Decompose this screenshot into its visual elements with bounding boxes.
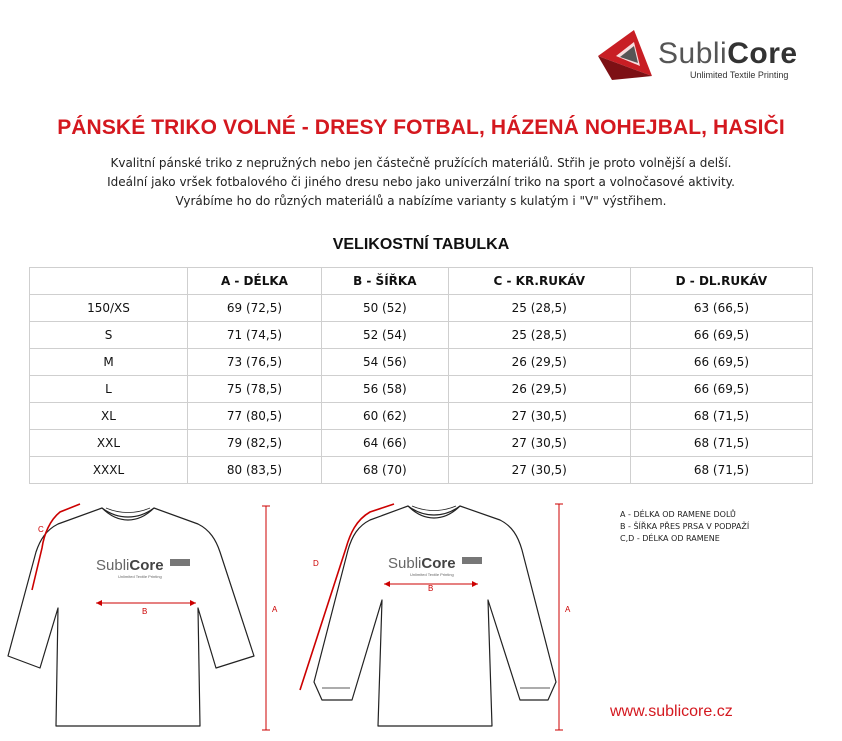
size-cell: M (30, 349, 188, 376)
table-cell: 27 (30,5) (448, 403, 630, 430)
table-cell: 25 (28,5) (448, 322, 630, 349)
table-cell: 63 (66,5) (630, 295, 812, 322)
column-header: B - ŠÍŘKA (321, 268, 448, 295)
measure-c-label: C (38, 525, 44, 534)
measure-a-label-long: A (565, 605, 571, 614)
table-row (30, 349, 813, 376)
size-cell: XXXL (30, 457, 188, 484)
table-cell: 68 (71,5) (630, 457, 812, 484)
table-cell: 80 (83,5) (188, 457, 322, 484)
description-line: Kvalitní pánské triko z nepružných nebo jen částečně pružících materiálů. Střih je proto volnější a delší. (110, 156, 732, 170)
size-cell: L (30, 376, 188, 403)
table-cell: 26 (29,5) (448, 349, 630, 376)
table-cell: 71 (74,5) (188, 322, 322, 349)
size-table (29, 267, 813, 484)
legend-item: C,D - DÉLKA OD RAMENE (620, 534, 720, 543)
column-header: C - KR.RUKÁV (448, 268, 630, 295)
shirt-diagrams (0, 490, 600, 741)
description-line: Ideální jako vršek fotbalového či jiného dresu nebo jako univerzální triko na sport a volnočasové aktivity. (107, 175, 735, 189)
table-row (30, 403, 813, 430)
legend-item: B - ŠÍŘKA PŘES PRSA V PODPAŽÍ (620, 522, 750, 531)
table-row (30, 376, 813, 403)
table-cell: 64 (66) (321, 430, 448, 457)
table-row (30, 457, 813, 484)
column-header (30, 268, 188, 295)
table-cell: 68 (71,5) (630, 403, 812, 430)
table-row (30, 295, 813, 322)
size-cell: 150/XS (30, 295, 188, 322)
short-sleeve-shirt-illustration (8, 508, 254, 726)
logo-wordmark: SubliCore (658, 37, 798, 70)
table-cell: 66 (69,5) (630, 376, 812, 403)
brand-logo (594, 26, 819, 86)
size-cell: S (30, 322, 188, 349)
svg-text:SubliCore: SubliCore (96, 557, 164, 574)
triangle-logo-icon (594, 26, 656, 84)
product-description (0, 154, 842, 211)
table-cell: 56 (58) (321, 376, 448, 403)
table-cell: 68 (71,5) (630, 430, 812, 457)
table-cell: 66 (69,5) (630, 322, 812, 349)
table-cell: 26 (29,5) (448, 376, 630, 403)
table-cell: 27 (30,5) (448, 430, 630, 457)
table-cell: 79 (82,5) (188, 430, 322, 457)
table-cell: 68 (70) (321, 457, 448, 484)
table-cell: 60 (62) (321, 403, 448, 430)
size-cell: XXL (30, 430, 188, 457)
table-cell: 52 (54) (321, 322, 448, 349)
table-cell: 27 (30,5) (448, 457, 630, 484)
website-link[interactable]: www.sublicore.cz (610, 703, 733, 720)
size-table-title: VELIKOSTNÍ TABULKA (332, 236, 510, 253)
table-cell: 75 (78,5) (188, 376, 322, 403)
long-sleeve-shirt-illustration (314, 506, 556, 726)
logo-tagline: Unlimited Textile Printing (690, 70, 789, 80)
measure-b-label: B (142, 607, 148, 616)
measure-a-label: A (272, 605, 278, 614)
measurement-legend (620, 509, 749, 545)
legend-item: A - DÉLKA OD RAMENE DOLŮ (620, 510, 736, 519)
table-cell: 73 (76,5) (188, 349, 322, 376)
table-row (30, 322, 813, 349)
table-header-row (30, 268, 813, 295)
svg-text:SubliCore: SubliCore (388, 555, 456, 572)
table-cell: 50 (52) (321, 295, 448, 322)
table-cell: 66 (69,5) (630, 349, 812, 376)
svg-text:Unlimited Textile Printing: Unlimited Textile Printing (410, 572, 454, 577)
table-cell: 77 (80,5) (188, 403, 322, 430)
column-header: D - DL.RUKÁV (630, 268, 812, 295)
page-title: PÁNSKÉ TRIKO VOLNÉ - DRESY FOTBAL, HÁZENÁ NOHEJBAL, HASIČI (57, 116, 785, 139)
table-cell: 69 (72,5) (188, 295, 322, 322)
table-cell: 25 (28,5) (448, 295, 630, 322)
column-header: A - DÉLKA (188, 268, 322, 295)
table-row (30, 430, 813, 457)
measure-b-label-long: B (428, 584, 434, 593)
svg-text:Unlimited Textile Printing: Unlimited Textile Printing (118, 574, 162, 579)
table-cell: 54 (56) (321, 349, 448, 376)
description-line: Vyrábíme ho do různých materiálů a nabízíme varianty s kulatým i "V" výstřihem. (175, 194, 667, 208)
size-cell: XL (30, 403, 188, 430)
measure-d-label: D (313, 559, 319, 568)
